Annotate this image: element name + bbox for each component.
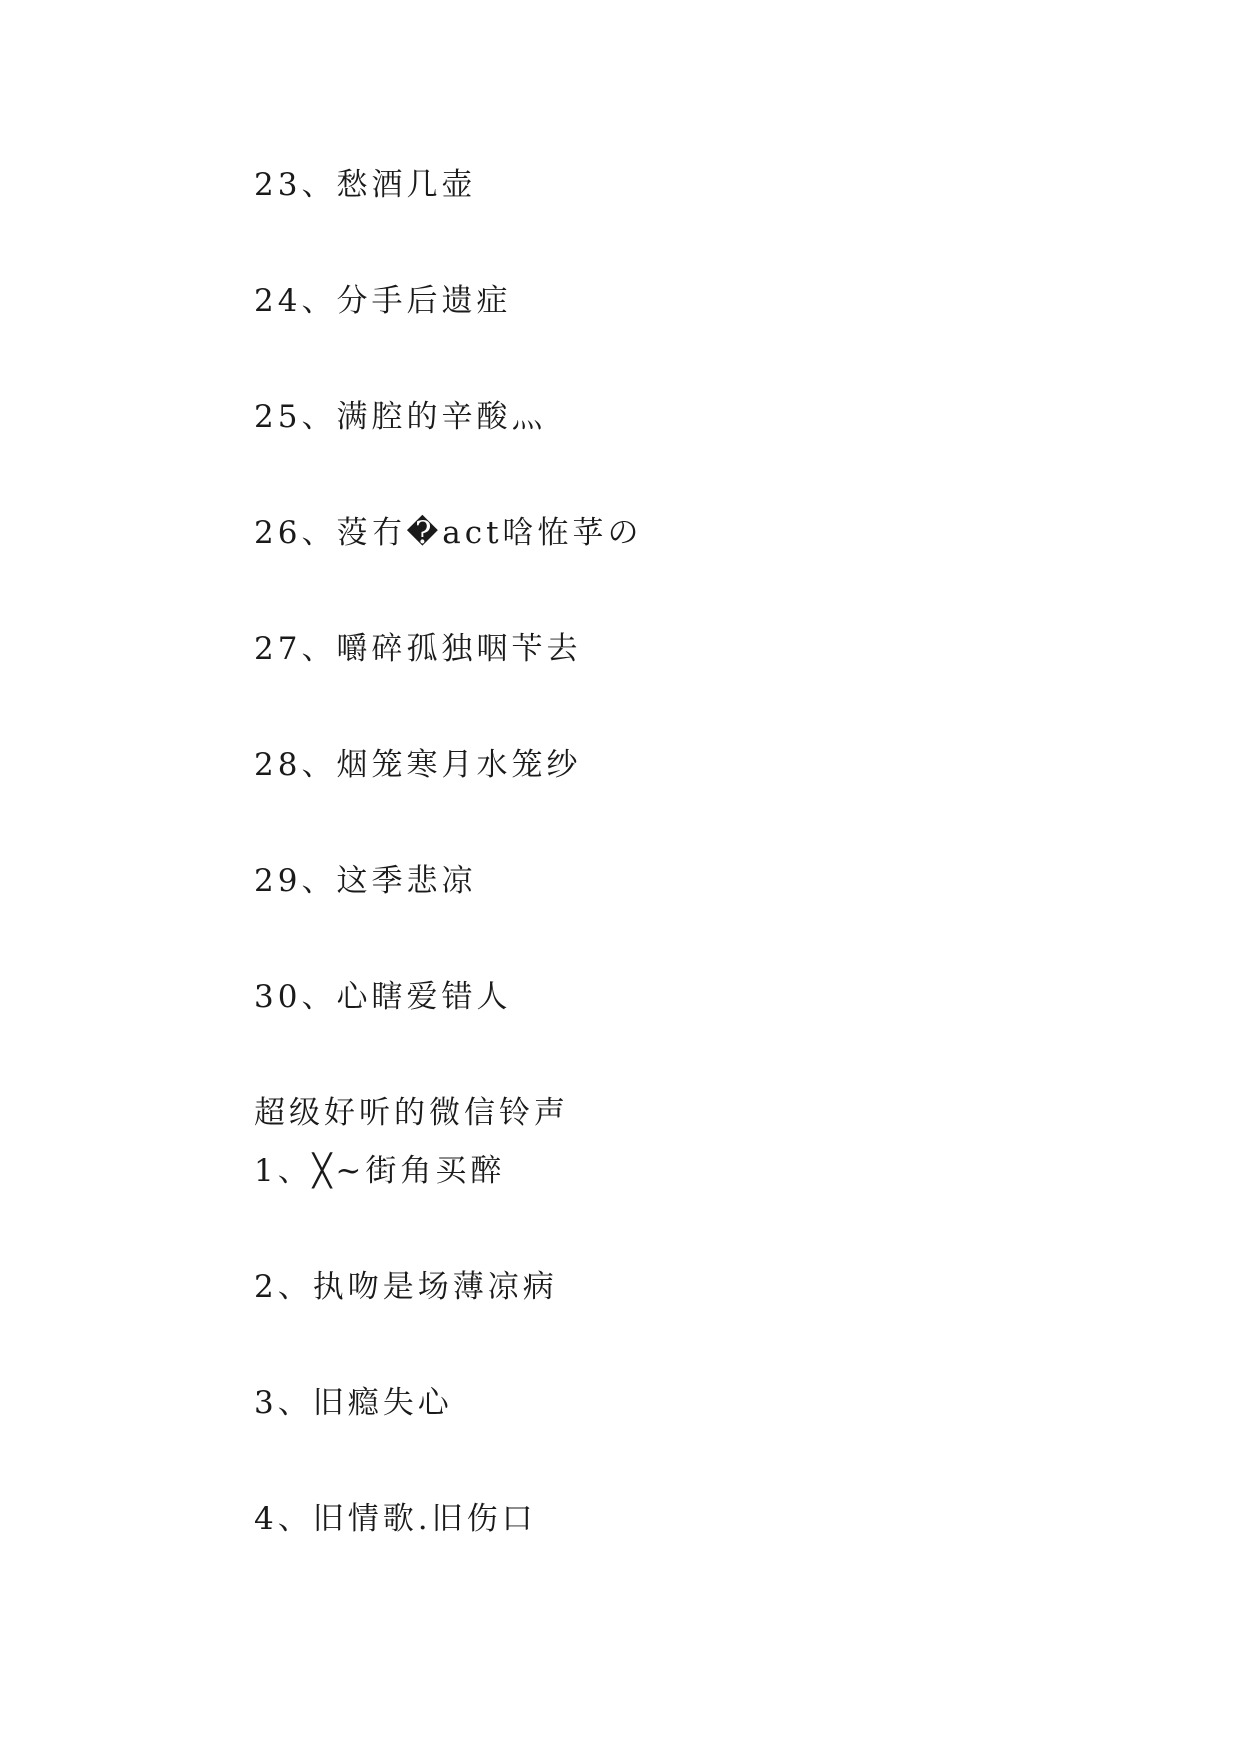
list-item: 1、╳~街角买醉 [254,1153,506,1189]
list-item: 23、愁酒几壶 [254,167,477,203]
list-item: 28、烟笼寒月水笼纱 [254,747,582,783]
list-item: 3、旧瘾失心 [254,1385,453,1421]
list-item: 29、这季悲凉 [254,863,477,899]
section-heading: 超级好听的微信铃声 [254,1095,569,1131]
list-item: 27、嚼碎孤独咽苄去 [254,631,582,667]
list-item: 25、满腔的辛酸灬 [254,399,547,435]
list-item: 30、心瞎爱错人 [254,979,512,1015]
list-item: 2、执吻是场薄凉病 [254,1269,558,1305]
list-item: 4、旧情歌.旧伤口 [254,1501,537,1537]
list-item: 26、莈冇�act唅恠苸の [254,515,643,551]
list-item: 24、分手后遗症 [254,283,512,319]
